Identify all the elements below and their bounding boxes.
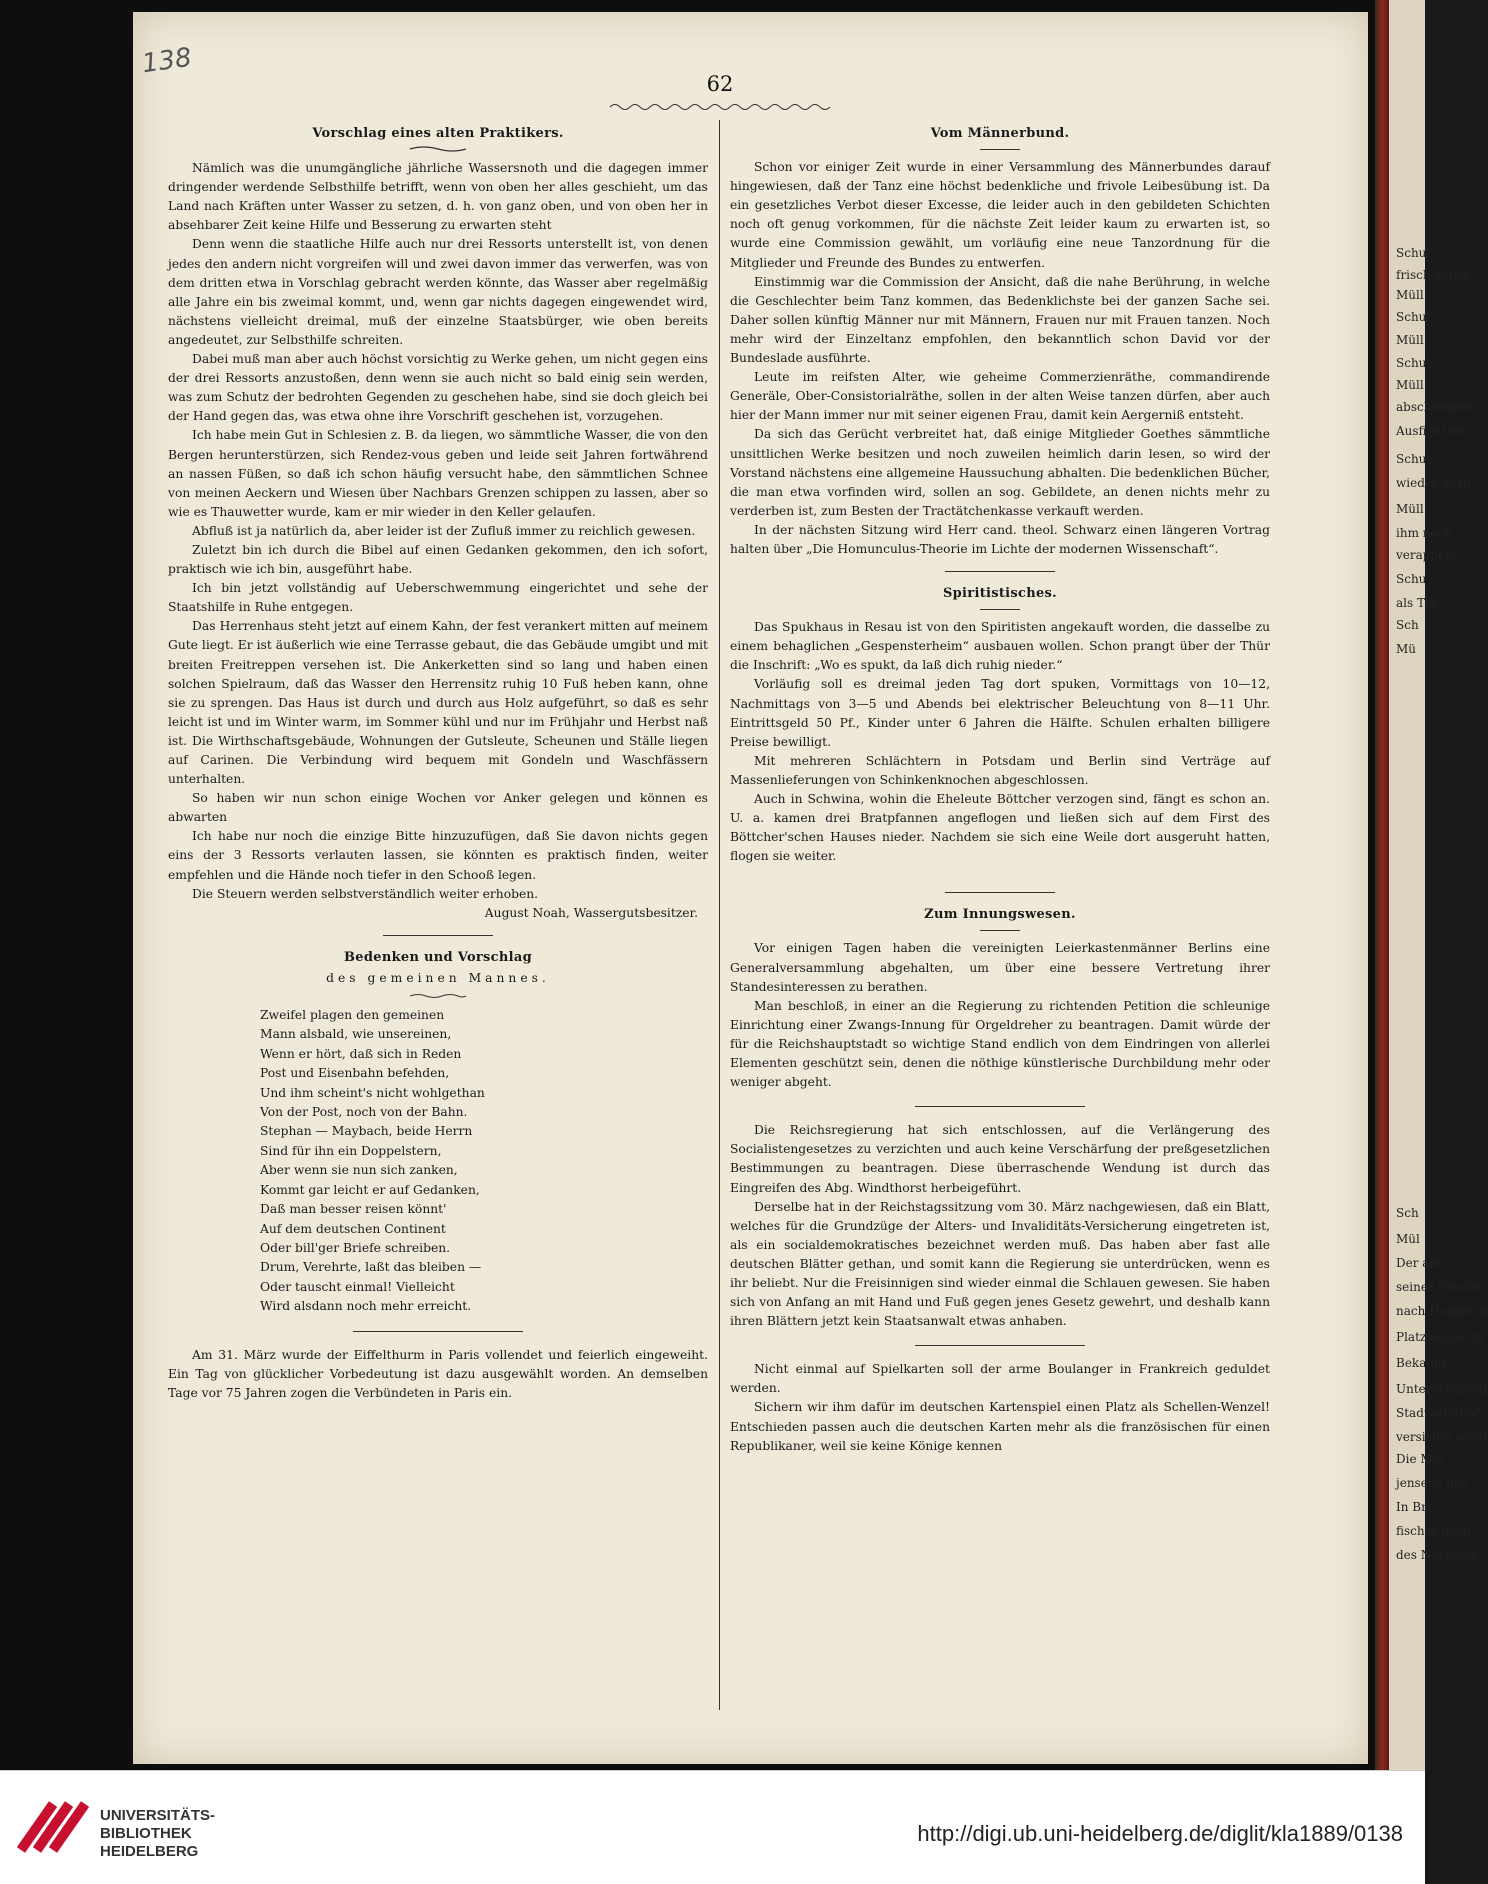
paragraph: Nämlich was die unumgängliche jährliche Wassersnoth und die dagegen immer dringender werdende Selbsthilfe betrifft, wenn von oben her alles geschieht, um das Land nach Kräften unter Wasser zu setzen, d. h. von ganz oben, und von oben her in absehbarer Zeit keine Hilfe und Besserung zu erwarten steht: [168, 161, 708, 233]
ornament-icon: [408, 145, 468, 153]
edge-fragment: des Novembe: [1396, 1548, 1479, 1562]
paragraph: Derselbe hat in der Reichstagssitzung vom 30. März nachgewiesen, daß ein Blatt, welches für die Grundzüge der Alters- und Invaliditäts-Versicherung eingetreten ist, als ein socialdemokratisches bezeichnet werden muß. Das haben aber fast alle deutschen Blätter gethan, und somit kann die Regierung sie unterdrücken, wenn es ihr beliebt. Nur die Freisinnigen sind wieder einmal die Schlauen gewesen. Sie haben sich von Anfang an mit Hand und Fuß gegen jenes Gesetz gewehrt, und deshalb kann ihren Blättern jetzt kein Staatsanwalt etwas anhaben.: [730, 1199, 1270, 1329]
edge-fragment: frisch anfan: [1396, 268, 1469, 282]
edge-fragment: Mü: [1396, 642, 1417, 656]
paragraph: Leute im reifsten Alter, wie geheime Commerzienräthe, commandirende Generäle, Ober-Consistorialräthe, sollen in der alten Weise tanzen dürfen, aber auch hier der Mann immer nur mit seiner eigenen Frau, damit kein Aergerniß entsteht.: [730, 370, 1270, 423]
ornament-icon: [408, 992, 468, 1000]
paragraph: Das Herrenhaus steht jetzt auf einem Kahn, der fest verankert mitten auf meinem Gute liegt. Er ist äußerlich wie eine Terrasse gebaut, die das Gebäude umgibt und mit breiten Freitreppen versehen ist. Die Ankerketten sind so lang und haben einen solchen Spielraum, daß das Wasser den Herrensitz ruhig 10 Fuß heben kann, ohne sie zu sprengen. Das Haus ist durch und durch aus Holz aufgeführt, so daß es sehr leicht ist und im Winter warm, im Sommer kühl und nur im Frühjahr und Herbst naß ist. Die Wirthschaftsgebäude, Wohnungen der Gutsleute, Scheunen und Ställe liegen auf Carinen. Die Verbindung wird bequem mit Gondeln und Waschfässern unterhalten.: [168, 619, 708, 787]
section-rule: [945, 892, 1055, 893]
edge-fragment: Sch: [1396, 618, 1419, 632]
poem-line: Und ihm scheint's nicht wohlgethan: [260, 1085, 485, 1100]
edge-fragment: jenseits des ;: [1396, 1476, 1476, 1490]
section-rule: [353, 1331, 523, 1332]
poem-line: Mann alsbald, wie unsereinen,: [260, 1027, 452, 1042]
paragraph: Ich habe mein Gut in Schlesien z. B. da liegen, wo sämmtliche Wasser, die von den Bergen herunterstürzen, sich Rendez-vous geben und leide seit Jahren fortwährend an nassen Füßen, so daß ich schon häufig versucht habe, den sämmtlichen Schnee von meinen Aeckern und Wiesen über Nachbars Grenzen schippen zu lassen, aber so wie es Thauwetter wurde, kam er mir wieder in den Keller gelaufen.: [168, 428, 709, 519]
edge-fragment: verappen.: [1396, 548, 1457, 562]
edge-fragment: Müll: [1396, 378, 1424, 392]
edge-fragment: Mül: [1396, 1232, 1420, 1246]
edge-fragment: nach Hamburg: [1396, 1304, 1487, 1318]
poem-line: Auf dem deutschen Continent: [260, 1221, 446, 1236]
poem-line: Daß man besser reisen könnt': [260, 1202, 447, 1217]
wave-ornament: [610, 102, 830, 112]
article-title: Spiritistisches.: [942, 586, 1057, 602]
paragraph: Ich bin jetzt vollständig auf Ueberschwemmung eingerichtet und sehe der Staatshilfe in Ruhe entgegen.: [168, 581, 708, 615]
paragraph: Ich habe nur noch die einzige Bitte hinzuzufügen, daß Sie davon nichts gegen eins der 3 Ressorts verlauten lassen, sie könnten es praktisch finden, weiter empfehlen und die Hände noch tiefer in den Schooß legen.: [168, 829, 708, 882]
section-rule: [915, 1345, 1085, 1346]
poem-line: Wird alsdann noch mehr erreicht.: [260, 1299, 472, 1314]
poem-line: Kommt gar leicht er auf Gedanken,: [260, 1182, 480, 1197]
edge-fragment: Bekannt: [1396, 1356, 1447, 1370]
paragraph: Schon vor einiger Zeit wurde in einer Versammlung des Männerbundes darauf hingewiesen, daß der Tanz eine höchst bedenkliche und frivole Leibesübung ist. Da ein gesetzliches Verbot dieser Excesse, die leider auch in den gebildeten Schichten noch oft genug vorkommen, für die nächste Zeit leider kaum zu erwarten ist, so wurde eine Commission gewählt, um vorläufig eine neue Tanzordnung für die Mitglieder und Freunde des Bundes zu entwerfen.: [730, 160, 1270, 270]
permalink[interactable]: http://digi.ub.uni-heidelberg.de/diglit/kla1889/0138: [917, 1821, 1403, 1846]
poem-line: Sind für ihn ein Doppelstern,: [260, 1143, 442, 1158]
article-subtitle: des gemeinen Mannes.: [326, 970, 550, 985]
edge-fragment: wieder anzu: [1396, 476, 1471, 490]
title-rule: [980, 149, 1020, 150]
article-body: [730, 618, 1270, 866]
paragraph: Dabei muß man aber auch höchst vorsichtig zu Werke gehen, um nicht gegen eins der drei Ressorts anzustoßen, denn wenn sie auch nicht so bald einig sein werden, was zum Schutz der bedrohten Gegenden zu geschehen habe, sind sie doch gleich bei der Hand gegen das, was etwa ohne ihre Vorschrift geschehen ist, vorzugehen.: [168, 352, 708, 424]
paragraph: Sichern wir ihm dafür im deutschen Kartenspiel einen Platz als Schellen-Wenzel! Entschieden passen auch die deutschen Karten mehr als die französischen für einen Republikaner, weil sie keine Könige kennen: [730, 1400, 1270, 1453]
paragraph: Die Reichsregierung hat sich entschlossen, auf die Verlängerung des Socialistengesetzes zu verzichten und auch keine Verschärfung der preßgesetzlichen Bestimmungen zu beantragen. Diese überraschende Wendung ist durch das Eingreifen des Abg. Windthorst herbeigeführt.: [730, 1123, 1270, 1195]
edge-fragment: Schul: [1396, 246, 1431, 260]
article-body: [168, 159, 708, 904]
poem-line: Wenn er hört, daß sich in Reden: [260, 1046, 462, 1061]
column-divider: [719, 120, 720, 1710]
edge-fragment: als Tro: [1396, 596, 1438, 610]
library-footer: [0, 1770, 1425, 1884]
page-number: 62: [706, 72, 734, 96]
poem-line: Oder tauscht einmal! Vielleicht: [260, 1279, 455, 1294]
paragraph: Vorläufig soll es dreimal jeden Tag dort spuken, Vormittags von 10—12, Nachmittags von 3—5 und Abends bei elektrischer Beleuchtung von 8—11 Uhr. Eintrittsgeld 50 Pf., Kinder unter 6 Jahren die Hälfte. Schulen erhalten billigere Preise bewilligt.: [730, 677, 1270, 749]
paragraph: In der nächsten Sitzung wird Herr cand. theol. Schwarz einen längeren Vortrag halten über „Die Homunculus-Theorie im Lichte der modernen Wissenschaft“.: [730, 522, 1270, 556]
edge-fragment: Müll: [1396, 502, 1424, 516]
institution-name: [100, 1807, 215, 1861]
pencil-annotation: 138: [140, 42, 194, 80]
poem-line: Stephan — Maybach, beide Herrn: [260, 1124, 473, 1139]
edge-fragment: fischer nach ;: [1396, 1524, 1479, 1538]
poem-line: Von der Post, noch von der Bahn.: [260, 1105, 468, 1120]
article-title: Bedenken und Vorschlag: [344, 949, 532, 965]
paragraph: Da sich das Gerücht verbreitet hat, daß einige Mitglieder Goethes sämmtliche unsittlichen Werke besitzen und noch zuweilen heimlich darin lesen, so wird der Vorstand nächstens eine allgemeine Haussuchung abhalten. Die bedenklichen Bücher, die man etwa vorfinden wird, sollen an sog. Gebildete, an denen nichts mehr zu verderben ist, zum Besten der Tractätchenkasse verkauft werden.: [730, 427, 1270, 518]
paragraph: So haben wir nun schon einige Wochen vor Anker gelegen und können es abwarten: [168, 791, 708, 825]
edge-fragment: Platz anzuschl: [1396, 1330, 1484, 1344]
edge-fragment: Schul: [1396, 356, 1431, 370]
paragraph: Einstimmig war die Commission der Ansicht, daß die nahe Berührung, in welche die Geschlechter beim Tanz kommen, das Bedenklichste bei der ganzen Sache sei. Daher sollen künftig Männer nur mit Männern, Frauen nur mit Frauen tanzen. Noch mehr wird der Einzeltanz empfohlen, den bekanntlich schon David vor der Bundeslade ausführte.: [730, 274, 1270, 366]
section-rule: [945, 571, 1055, 572]
left-column: [168, 120, 708, 1403]
institution-line: UNIVERSITÄTS-: [100, 1807, 216, 1824]
paragraph: Abfluß ist ja natürlich da, aber leider ist der Zufluß immer zu reichlich gewesen.: [192, 523, 696, 538]
article-body: [730, 158, 1270, 559]
paragraph: Denn wenn die staatliche Hilfe auch nur drei Ressorts unterstellt ist, von denen jedes den andern nicht vorgreifen will und zwei davon immer das verwerfen, was von dem dritten etwa in Vorschlag gebracht werden könnte, das Wasser aber regelmäßig alle Jahre ein bis zweimal kommt, und, wenn gar nichts dagegen eingewendet wird, nächstens vielleicht dreimal, muß der einzelne Staatsbürger, wie oben bereits angedeutet, zur Selbsthilfe schreiten.: [168, 237, 708, 347]
edge-fragment: Unterbringung: [1396, 1382, 1488, 1396]
paragraph: Nicht einmal auf Spielkarten soll der arme Boulanger in Frankreich geduldet werden.: [730, 1362, 1270, 1396]
edge-fragment: Stadtbahnhof: [1396, 1406, 1479, 1420]
edge-fragment: Die Mül: [1396, 1452, 1445, 1466]
edge-fragment: Sch: [1396, 1206, 1419, 1220]
edge-fragment: Schul: [1396, 310, 1431, 324]
article-signature: August Noah, Wassergutsbesitzer.: [484, 905, 698, 920]
article-body: [730, 1360, 1270, 1455]
edge-fragment: Schu: [1396, 572, 1427, 586]
poem-line: Drum, Verehrte, laßt das bleiben —: [260, 1260, 482, 1275]
edge-fragment: ihm noch: [1396, 526, 1453, 540]
paragraph: Zuletzt bin ich durch die Bibel auf einen Gedanken gekommen, den ich sofort, praktisch wie ich bin, ausgeführt habe.: [168, 542, 708, 577]
paragraph: Das Spukhaus in Resau ist von den Spiritisten angekauft worden, die dasselbe zu einem behaglichen „Gespensterheim“ ausbauen wollen. Schon prangt über der Thür die Inschrift: „Wo es spukt, da laß dich ruhig nieder.“: [730, 620, 1270, 673]
paragraph: Man beschloß, in einer an die Regierung zu richtenden Petition die schleunige Einrichtung einer Zwangs-Innung für Orgeldreher zu beantragen. Damit würde der für die Reichshauptstadt so wichtige Stand endlich von dem Eindringen von allerlei Elementen geschützt sein, denen die nöthige künstlerische Durchbildung mehr oder weniger abgeht.: [730, 998, 1270, 1090]
edge-fragment: Müll: [1396, 288, 1424, 302]
article-body: [730, 1121, 1270, 1331]
edge-fragment: abschneiden: [1396, 400, 1473, 414]
paragraph: Auch in Schwina, wohin die Eheleute Böttcher verzogen sind, fängt es schon an. U. a. kamen drei Bratpfannen angeflogen und ließen sich auf dem First des Böttcher'schen Hauses nieder. Nachdem sie sich eine Weile dort ausgeruht hatten, flogen sie weiter.: [730, 792, 1270, 864]
edge-fragment: seiner Familie: [1396, 1280, 1483, 1294]
paragraph: Mit mehreren Schlächtern in Potsdam und Berlin sind Verträge auf Massenlieferungen von Schinkenknochen abgeschlossen.: [730, 753, 1270, 787]
edge-fragment: In Bri: [1396, 1500, 1431, 1514]
article-body: [730, 939, 1270, 1092]
article-title: Zum Innungswesen.: [924, 907, 1076, 923]
poem-line: Post und Eisenbahn befehden,: [260, 1066, 450, 1081]
institution-line: BIBLIOTHEK: [100, 1825, 192, 1842]
section-rule: [915, 1106, 1085, 1107]
poem-line: Aber wenn sie nun sich zanken,: [260, 1163, 458, 1178]
poem: [260, 1006, 708, 1317]
paragraph: Die Steuern werden selbstverständlich weiter erhoben.: [192, 886, 539, 901]
paragraph: Vor einigen Tagen haben die vereinigten Leierkastenmänner Berlins eine Generalversammlung abgehalten, um über eine bessere Vertretung ihrer Standesinteressen zu berathen.: [730, 941, 1270, 994]
edge-fragment: versicher ward: [1396, 1430, 1488, 1444]
right-column: [730, 120, 1270, 1456]
edge-fragment: Schul: [1396, 452, 1431, 466]
article-body: [168, 1346, 708, 1403]
edge-fragment: Der am: [1396, 1256, 1441, 1270]
institution-line: HEIDELBERG: [100, 1843, 199, 1860]
university-seal-icon: [18, 1793, 86, 1861]
title-rule: [980, 609, 1020, 610]
article-title: Vorschlag eines alten Praktikers.: [312, 126, 564, 141]
edge-fragment: Müll: [1396, 333, 1424, 347]
article-title: Vom Männerbund.: [930, 126, 1070, 141]
book-binding: [1375, 0, 1389, 1770]
poem-line: Zweifel plagen den gemeinen: [260, 1008, 445, 1023]
paragraph: Am 31. März wurde der Eiffelthurm in Paris vollendet und feierlich eingeweiht. Ein Tag von glücklicher Vorbedeutung ist dazu ausgewählt worden. An demselben Tage vor 75 Jahren zogen die Verbündeten in Paris ein.: [168, 1347, 708, 1400]
section-rule: [383, 935, 493, 936]
title-rule: [980, 930, 1020, 931]
poem-line: Oder bill'ger Briefe schreiben.: [260, 1240, 451, 1255]
edge-fragment: Ausficht mi: [1396, 424, 1465, 438]
